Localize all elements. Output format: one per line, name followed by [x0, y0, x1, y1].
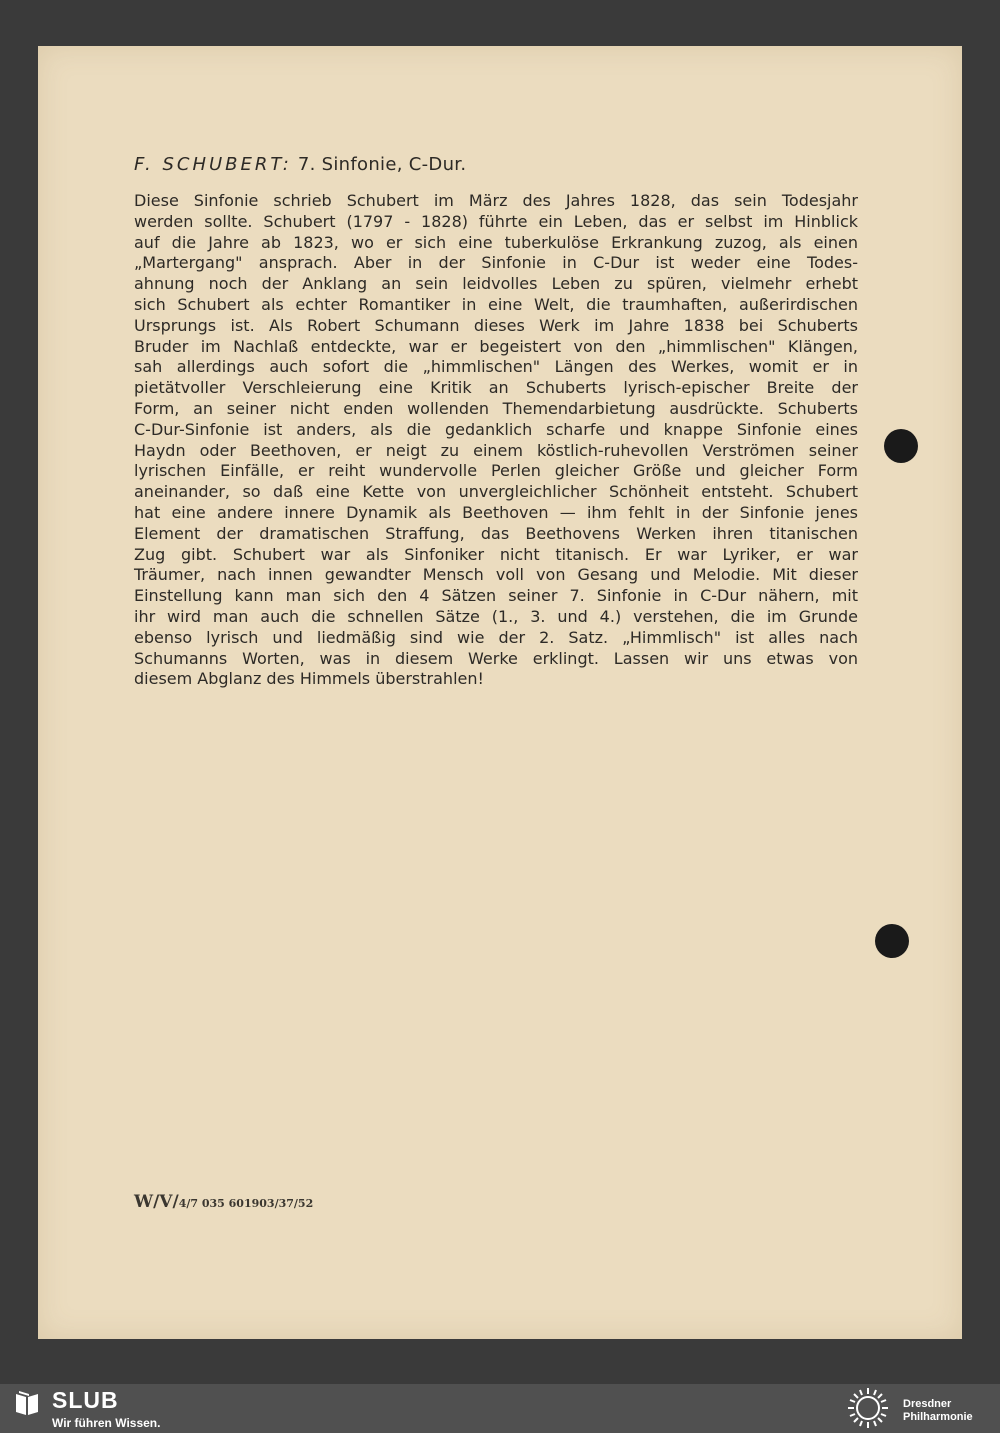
print-code: [134, 1192, 313, 1212]
text-line: Schumanns Worten, was in diesem Werke erklingt. Lassen wir uns etwas von: [134, 648, 858, 668]
text-line: Haydn oder Beethoven, er neigt zu einem köstlich-ruhevollen Verströmen seiner: [134, 440, 858, 460]
text-line: pietätvoller Verschleierung eine Kritik an Schuberts lyrisch-epischer Breite der: [134, 378, 858, 398]
text-line: „Martergang" ansprach. Aber in der Sinfonie in C-Dur ist weder eine Todes-: [134, 253, 858, 273]
text-line: aneinander, so daß eine Kette von unvergleichlicher Schönheit entsteht. Schubert: [134, 482, 858, 502]
text-line: ebenso lyrisch und liedmäßig sind wie der 2. Satz. „Himmlisch" ist alles nach: [134, 627, 858, 647]
slub-book-icon: [13, 1389, 41, 1417]
dresdner-philharmonie-name: [903, 1398, 973, 1424]
composer-name: F. SCHUBERT:: [134, 154, 292, 175]
document-page: [38, 46, 962, 1339]
punch-hole-lower: [875, 924, 909, 958]
text-line: C-Dur-Sinfonie ist anders, als die gedanklich scharfe und knappe Sinfonie eines: [134, 419, 858, 439]
work-title: 7. Sinfonie, C-Dur.: [297, 154, 467, 175]
text-line: diesem Abglanz des Himmels überstrahlen!: [134, 669, 484, 689]
text-line: sich Schubert als echter Romantiker in eine Welt, die traumhaften, außerirdischen: [134, 294, 858, 314]
text-line: lyrischen Einfälle, er reiht wundervolle Perlen gleicher Größe und gleicher Form: [134, 461, 858, 481]
text-line: werden sollte. Schubert (1797 - 1828) führte ein Leben, das er selbst im Hinblick: [134, 211, 858, 231]
text-line: Form, an seiner nicht enden wollenden Themendarbietung ausdrückte. Schuberts: [134, 398, 858, 418]
text-line: auf die Jahre ab 1823, wo er sich eine tuberkulöse Erkrankung zuzog, als einen: [134, 232, 858, 252]
partner-name-line2: Philharmonie: [903, 1411, 973, 1423]
text-line: Diese Sinfonie schrieb Schubert im März des Jahres 1828, das sein Todesjahr: [134, 191, 858, 210]
document-heading: [134, 154, 466, 175]
text-line: ihr wird man auch die schnellen Sätze (1., 3. und 4.) verstehen, die im Grunde: [134, 606, 858, 626]
dresdner-philharmonie-logo-icon[interactable]: [842, 1385, 894, 1431]
text-line: hat eine andere innere Dynamik als Beethoven — ihm fehlt in der Sinfonie jenes: [134, 502, 858, 522]
text-line: Träumer, nach innen gewandter Mensch voll von Gesang und Melodie. Mit dieser: [134, 565, 858, 585]
slub-logo-text[interactable]: SLUB: [52, 1387, 119, 1413]
viewer-footer: [0, 1384, 1000, 1433]
text-line: Einstellung kann man sich den 4 Sätzen seiner 7. Sinfonie in C-Dur nähern, mit: [134, 586, 858, 606]
text-line: Zug gibt. Schubert war als Sinfoniker nicht titanisch. Er war Lyriker, er war: [134, 544, 858, 564]
text-line: sah allerdings auch sofort die „himmlischen" Längen des Werkes, womit er in: [134, 357, 858, 377]
text-line: Bruder im Nachlaß entdeckte, war er begeistert von den „himmlischen" Klängen,: [134, 336, 858, 356]
text-line: Ursprungs ist. Als Robert Schumann dieses Werk im Jahre 1838 bei Schuberts: [134, 315, 858, 335]
print-code-suffix: 4/7 035 601903/37/52: [178, 1197, 314, 1210]
slub-tagline: Wir führen Wissen.: [52, 1416, 161, 1430]
program-note-text: [134, 191, 858, 690]
partner-name-line1: Dresdner: [903, 1398, 952, 1410]
punch-hole-upper: [884, 429, 918, 463]
text-line: Element der dramatischen Straffung, das Beethovens Werken ihren titanischen: [134, 523, 858, 543]
print-code-prefix: W/V/: [134, 1192, 179, 1212]
text-line: ahnung noch der Anklang an sein leidvolles Leben zu spüren, vielmehr erhebt: [134, 274, 858, 294]
